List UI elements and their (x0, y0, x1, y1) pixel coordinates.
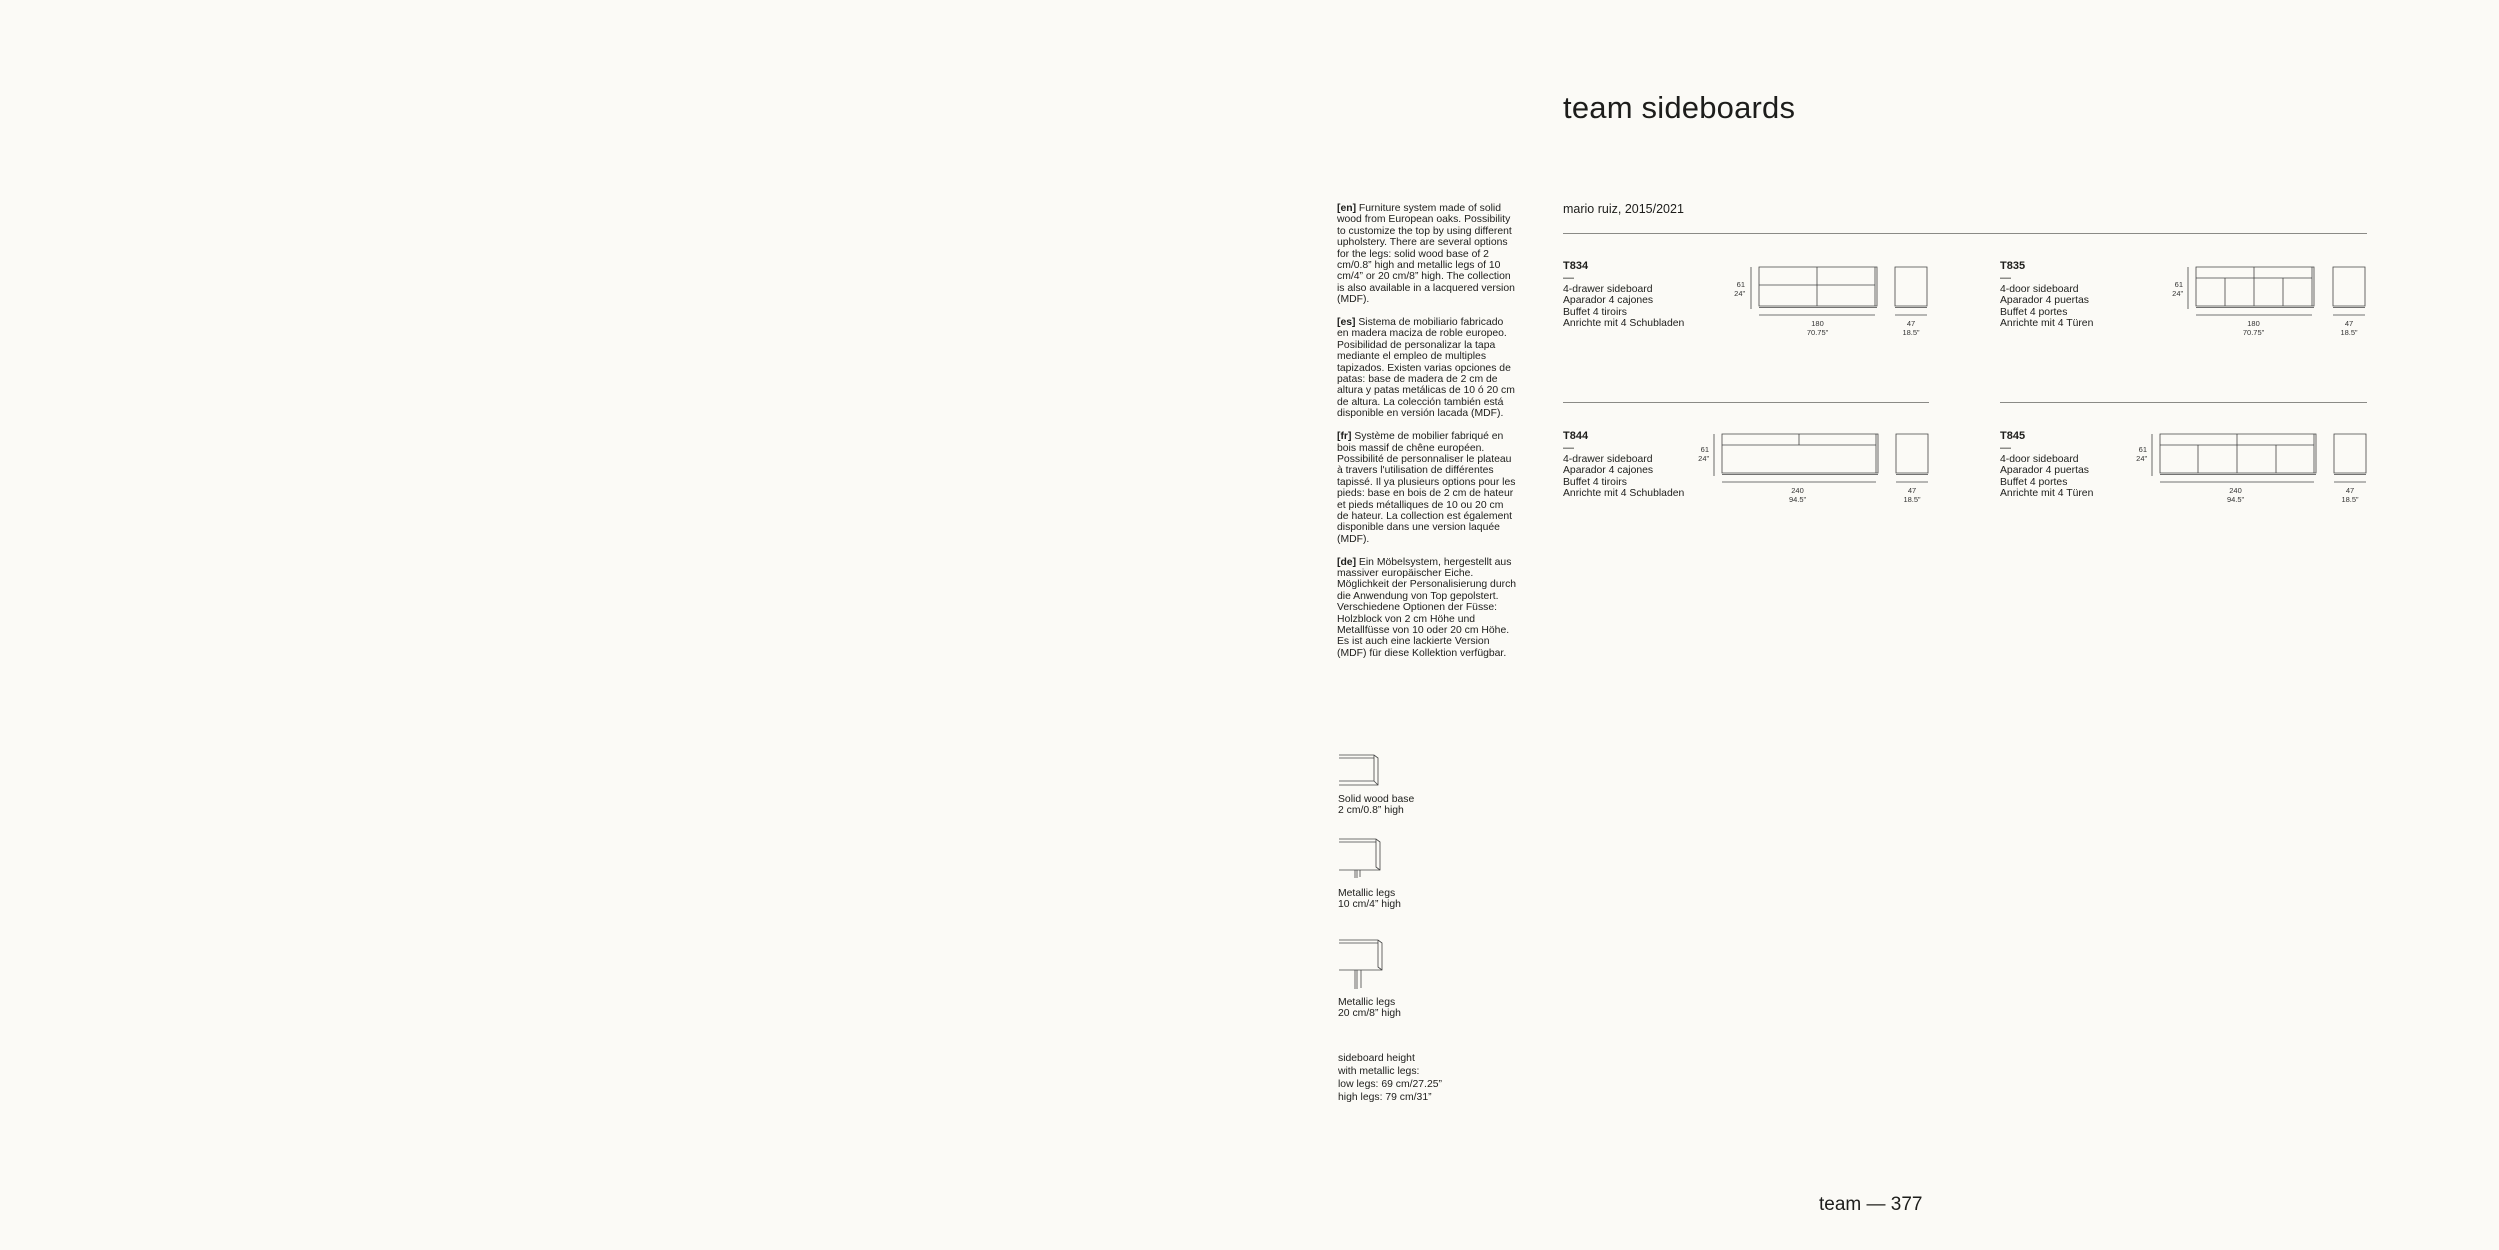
divider-left (1563, 402, 1929, 403)
description-block (1337, 203, 1517, 671)
depth-dimension: 47 18.5” (2341, 486, 2359, 504)
height-dimension: 61 24” (2136, 445, 2147, 463)
sideboard-side-icon (2332, 266, 2366, 318)
depth-dimension: 47 18.5” (1903, 486, 1921, 504)
product-code: T844 (1563, 430, 1589, 442)
page-title: team sideboards (1563, 90, 1796, 125)
sideboard-4-drawer-front-icon (1713, 431, 1881, 485)
leg-option-solid-wood: Solid wood base 2 cm/0.8” high (1338, 794, 1415, 817)
sideboard-4-drawer-front-icon (1750, 264, 1880, 318)
leg-option-metallic-20: Metallic legs 20 cm/8” high (1338, 997, 1401, 1020)
designer-credit: mario ruiz, 2015/2021 (1563, 202, 1684, 216)
product-code: T835 (2000, 260, 2026, 272)
divider-right (2000, 402, 2367, 403)
sideboard-4-door-front-icon (2151, 431, 2319, 485)
width-dimension: 240 94.5” (2226, 486, 2245, 504)
height-note: sideboard height with metallic legs: low legs: 69 cm/27.25” high legs: 79 cm/31” (1338, 1053, 1442, 1103)
lang-tag-es: [es] (1337, 317, 1356, 329)
metallic-legs-20-icon (1338, 938, 1384, 992)
depth-dimension: 47 18.5” (1902, 319, 1920, 337)
sideboard-side-icon (2333, 433, 2367, 485)
product-code: T834 (1563, 260, 1589, 272)
product-names: 4-drawer sideboard Aparador 4 cajones Buffet 4 tiroirs Anrichte mit 4 Schubladen (1563, 284, 1685, 330)
product-t834: T834 — 4-drawer sideboard Aparador 4 cajones Buffet 4 tiroirs Anrichte mit 4 Schubladen (1563, 260, 1685, 330)
height-dimension: 61 24” (1734, 280, 1745, 298)
product-t845: T845 — 4-door sideboard Aparador 4 puertas Buffet 4 portes Anrichte mit 4 Türen (2000, 430, 2094, 500)
lang-tag-de: [de] (1337, 556, 1357, 568)
solid-wood-base-icon (1338, 752, 1380, 788)
metallic-legs-10-icon (1338, 837, 1382, 881)
product-names: 4-door sideboard Aparador 4 puertas Buffet 4 portes Anrichte mit 4 Türen (2000, 454, 2094, 500)
description-fr: [fr] Système de mobilier fabriqué en bois massif de chêne européen. Possibilité de personnaliser le plateau à travers l'utilisation de différentes tapissé. Il ya plusieurs options pour les pieds: base en bois de 2 cm de hateur et pieds métalliques de 10 ou 20 cm de hateur. La collection est également disponible dans une version laquée (MDF). (1337, 431, 1516, 545)
lang-tag-fr: [fr] (1337, 431, 1352, 443)
sideboard-side-icon (1895, 433, 1929, 485)
width-dimension: 180 70.75” (1806, 319, 1829, 337)
description-es: [es] Sistema de mobiliario fabricado en madera maciza de roble europeo. Posibilidad de personalizar la tapa mediante el empleo de multiples tapizados. Existen varias opciones de patas: base de madera de 2 cm de altura y patas metálicas de 10 ó 20 cm de altura. La colección también está disponible en versión lacada (MDF). (1337, 317, 1515, 420)
height-dimension: 61 24” (2172, 280, 2183, 298)
sideboard-4-door-front-icon (2187, 264, 2317, 318)
page-footer: team — 377 (1819, 1194, 1923, 1215)
lang-tag-en: [en] (1337, 203, 1357, 214)
product-names: 4-door sideboard Aparador 4 puertas Buffet 4 portes Anrichte mit 4 Türen (2000, 284, 2094, 330)
divider-top (1563, 233, 2367, 234)
width-dimension: 240 94.5” (1788, 486, 1807, 504)
product-t844: T844 — 4-drawer sideboard Aparador 4 cajones Buffet 4 tiroirs Anrichte mit 4 Schubladen (1563, 430, 1685, 500)
height-dimension: 61 24” (1698, 445, 1709, 463)
description-de: [de] Ein Möbelsystem, hergestellt aus massiver europäischer Eiche. Möglichkeit der Personalisierung durch die Anwendung von Top gepolstert. Verschiedene Optionen der Füsse: Holzblock von 2 cm Höhe und Metallfüsse von 10 oder 20 cm Höhe. Es ist auch eine lackierte Version (MDF) für diese Kollektion verfügbar. (1337, 556, 1517, 659)
depth-dimension: 47 18.5” (2340, 319, 2358, 337)
width-dimension: 180 70.75” (2242, 319, 2265, 337)
sideboard-side-icon (1894, 266, 1928, 318)
product-names: 4-drawer sideboard Aparador 4 cajones Buffet 4 tiroirs Anrichte mit 4 Schubladen (1563, 454, 1685, 500)
product-t835: T835 — 4-door sideboard Aparador 4 puertas Buffet 4 portes Anrichte mit 4 Türen (2000, 260, 2094, 330)
description-en: [en] Furniture system made of solid wood from European oaks. Possibility to customize the top by using different upholstery. There are several options for the legs: solid wood base of 2 cm/0.8” high and metallic legs of 10 cm/4” or 20 cm/8” high. The collection is also available in a lacquered version (MDF). (1337, 203, 1515, 306)
leg-option-metallic-10: Metallic legs 10 cm/4” high (1338, 888, 1401, 911)
product-code: T845 (2000, 430, 2026, 442)
